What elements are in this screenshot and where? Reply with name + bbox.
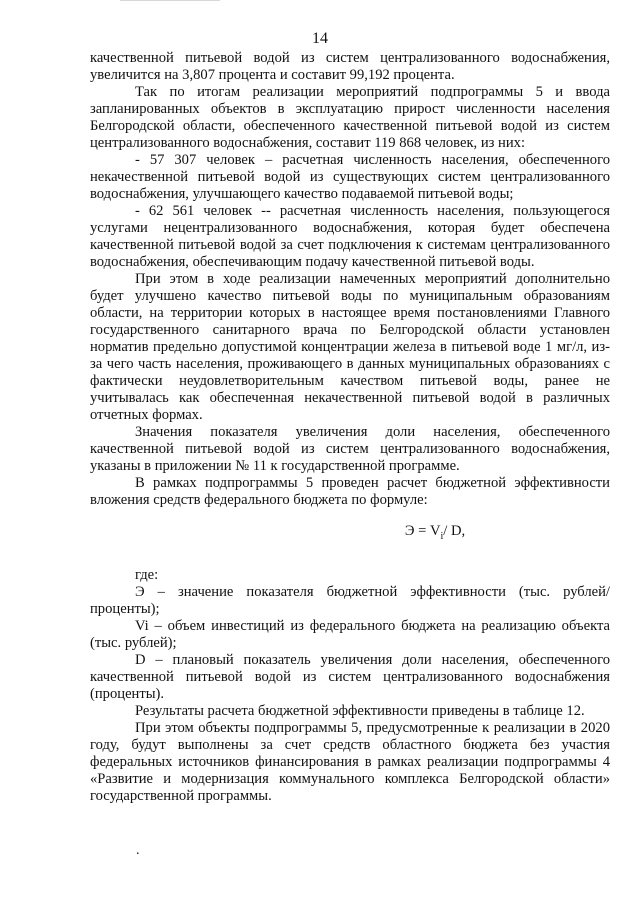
definition: Э – значение показателя бюджетной эффективности (тыс. рублей/ проценты); (90, 583, 610, 617)
paragraph: Так по итогам реализации мероприятий подпрограммы 5 и ввода запланированных объектов в эксплуатацию прирост численности населения Белгородской области, обеспеченного качественной питьевой водой из систем централизованного водоснабжения, составит 119 868 человек, из них: (90, 84, 610, 151)
trailing-mark: . (136, 843, 140, 858)
paragraph: В рамках подпрограммы 5 проведен расчет бюджетной эффективности вложения средств федерального бюджета по формуле: (90, 475, 610, 508)
formula-subscript: i (440, 530, 444, 542)
definition: D – плановый показатель увеличения доли населения, обеспеченного качественной питьевой водой из систем централизованного водоснабжения (проценты). (90, 651, 610, 702)
page-number: 14 (312, 30, 328, 47)
where-label: где: (135, 566, 159, 583)
list-item: - 62 561 человек -- расчетная численность населения, пользующегося услугами нецентрализованного водоснабжения, которая будет обеспечена качественной питьевой водой за счет подключения к системам централизованного водоснабжения, обеспечивающим подачу качественной питьевой воды. (90, 203, 610, 270)
paragraph: Результаты расчета бюджетной эффективности приведены в таблице 12. (135, 702, 585, 719)
document-body (90, 50, 610, 805)
formula-rhs: / D, (443, 523, 466, 539)
paragraph: При этом объекты подпрограммы 5, предусмотренные к реализации в 2020 году, будут выполнены за счет средств областного бюджета без участия федеральных источников финансирования в рамках реализации подпрограммы 4 «Развитие и модернизация коммунального комплекса Белгородской области» государственной программы. (90, 719, 610, 804)
paragraph: качественной питьевой водой из систем централизованного водоснабжения, увеличится на 3,807 процента и составит 99,192 процента. (90, 50, 610, 83)
definition: Vi – объем инвестиций из федерального бюджета на реализацию объекта (тыс. рублей); (90, 617, 610, 651)
list-item: - 57 307 человек – расчетная численность населения, обеспеченного некачественной питьевой водой из существующих систем централизованного водоснабжения, улучшающего качество подаваемой питьевой воды; (90, 152, 610, 202)
formula (90, 523, 610, 545)
paragraph: Значения показателя увеличения доли населения, обеспеченного качественной питьевой водой из систем централизованного водоснабжения, указаны в приложении № 11 к государственной программе. (90, 424, 610, 474)
scan-top-line (120, 0, 220, 1)
formula-lhs: Э = V (404, 523, 441, 539)
paragraph: При этом в ходе реализации намеченных мероприятий дополнительно будет улучшено качество питьевой воды по муниципальным образованиям области, на территории которых в настоящее время постановлениями Главного государственного санитарного врача по Белгородской области установлен норматив предельно допустимой концентрации железа в питьевой воде 1 мг/л, из-за чего часть населения, проживающего в данных муниципальных образованиях с фактически неудовлетворительным качеством питьевой воды, ранее не учитывалась как обеспеченная некачественной питьевой водой в различных отчетных формах. (90, 271, 610, 423)
